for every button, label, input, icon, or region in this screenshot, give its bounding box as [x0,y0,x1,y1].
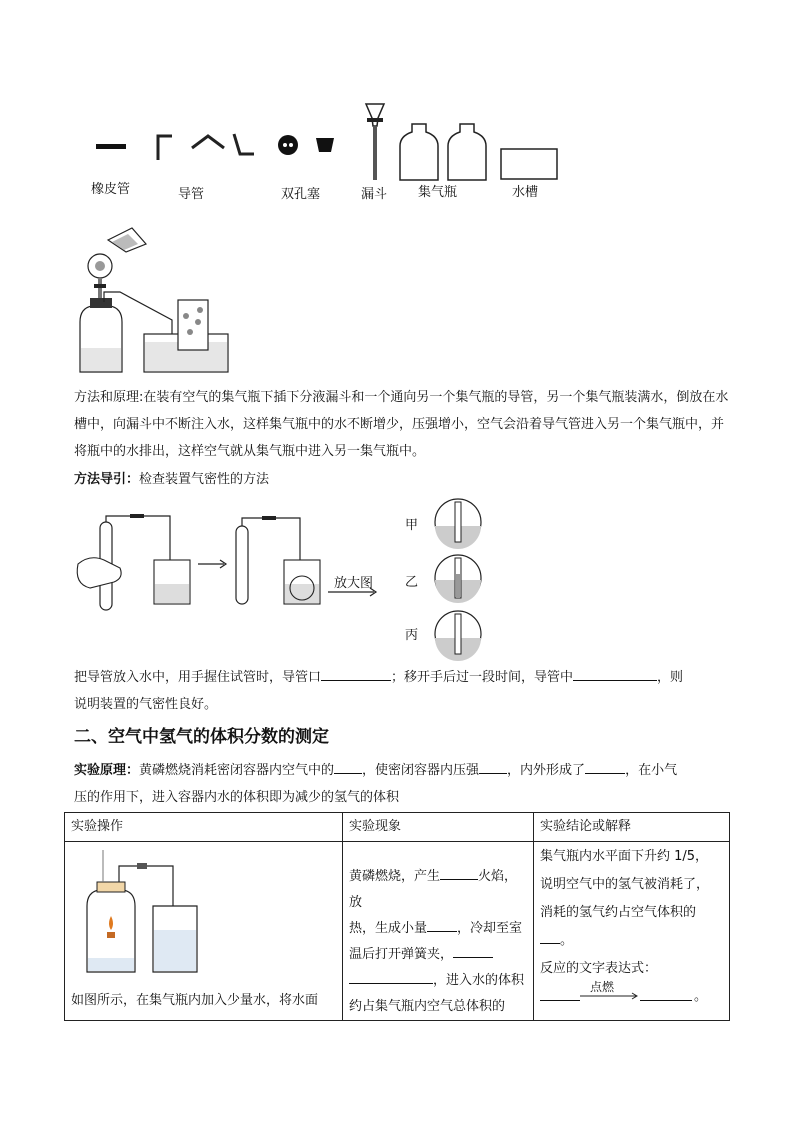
phen-line4 [349,968,527,994]
phen-text-2b: ，冷却至室 [457,921,523,936]
funnel-drawing [360,100,390,184]
label-gas-bottle: 集气瓶 [418,185,458,200]
reaction-expression [540,982,723,1012]
method-guide-line [74,466,734,493]
blank-smoke[interactable] [427,917,457,932]
phen-text-2a: 热，生成小量 [349,921,428,936]
airtight-text-b: ；移开手后过一段时间，导管中 [391,670,574,685]
blank-pressure[interactable] [479,759,507,774]
blank-reactant[interactable] [540,986,580,1001]
principle-title: 实验原理： [74,763,140,778]
airtight-text-c: ，则 [657,670,684,685]
blank-observe-2[interactable] [349,969,433,984]
phen-line2 [349,916,527,942]
operation-text: 如图所示，在集气瓶内加入少量水，将水面 [71,993,319,1008]
blank-fraction[interactable] [540,929,560,944]
concl-line5: 反应的文字表达式： [540,961,658,976]
blank-nozzle[interactable] [321,666,391,681]
concl-line4 [540,928,723,954]
phen-text-3: 温后打开弹簧夹， [349,947,454,962]
header-conclusion: 实验结论或解释 [534,813,730,842]
blank-observe-1[interactable] [453,943,493,958]
airtight-text-a: 把导管放入水中，用手握住试管时，导管口 [74,670,322,685]
airtight-check-diagram [70,504,400,614]
label-yi: 乙 [405,575,419,590]
label-rubber-tube: 橡皮管 [91,182,131,197]
zoom-label: 放大图 [334,576,374,591]
blank-difference[interactable] [585,759,625,774]
conclusion-cell [534,842,730,1021]
phen-line5: 约占集气瓶内空气总体积的 [349,999,506,1014]
blank-flame[interactable] [440,865,478,880]
sink-drawing [498,146,560,182]
principle-line1 [74,757,734,784]
section-heading: 二、空气中氢气的体积分数的测定 [74,727,329,747]
header-operation: 实验操作 [65,813,343,842]
method-guide-text: 检查装置气密性的方法 [139,472,270,487]
label-jia: 甲 [405,518,419,533]
concl-line1: 集气瓶内水平面下升约 1/5， [540,849,709,864]
blank-consumed[interactable] [334,759,362,774]
label-funnel: 漏斗 [361,187,388,202]
airtight-line1 [74,664,734,691]
blank-tube[interactable] [573,666,657,681]
principle-text-a: 黄磷燃烧消耗密闭容器内空气中的 [139,763,335,778]
label-conduit: 导管 [178,187,205,202]
label-two-hole-stopper: 双孔塞 [281,187,321,202]
concl-text-4: 。 [560,933,574,948]
header-phenomenon: 实验现象 [343,813,534,842]
concl-line2: 说明空气中的氢气被消耗了， [540,877,710,892]
concl-end: 。 [694,989,708,1004]
concl-line3: 消耗的氢气约占空气体积的 [540,905,697,920]
principle-text-d: ，在小气 [625,763,678,778]
principle-line2: 压的作用下，进入容器内水的体积即为减少的氢气的体积 [74,790,400,805]
phen-text-1a: 黄磷燃烧，产生 [349,869,441,884]
phen-text-4: ，进入水的体积 [433,973,525,988]
phen-line1 [349,864,527,916]
two-hole-stopper-drawing [276,134,336,158]
zoom-circles [430,498,490,662]
method-guide-title: 方法导引： [74,472,140,487]
airtight-line2: 说明装置的气密性良好。 [74,697,218,712]
gas-transfer-setup-diagram [74,222,234,378]
rubber-tube-drawing [96,144,126,149]
phenomenon-cell [343,842,534,1021]
principle-text-b: ，使密闭容器内压强 [362,763,480,778]
ignite-label: 点燃 [590,980,615,994]
label-sink: 水槽 [512,185,539,200]
conduit-drawing [150,128,260,162]
phen-text-1b: 火焰，放 [349,869,518,910]
phen-line3 [349,942,527,968]
operation-cell [65,842,343,1021]
phosphorus-setup-diagram [73,846,213,974]
gas-bottle-drawing [398,122,490,184]
reaction-arrow [580,992,640,1000]
blank-product[interactable] [640,986,692,1001]
principle-text-c: ，内外形成了 [507,763,586,778]
label-bing: 丙 [405,628,419,643]
experiment-table [64,812,730,1021]
method-principle-paragraph: 方法和原理:在装有空气的集气瓶下插下分液漏斗和一个通向另一个集气瓶的导管，另一个集气瓶装满水，倒放在水槽中，向漏斗中不断注入水，这样集气瓶中的水不断增少，压强增小，空气会沿着导气管进入另一个集气瓶中，并将瓶中的水排出，这样空气就从集气瓶中进入另一集气瓶中。 [74,390,729,459]
